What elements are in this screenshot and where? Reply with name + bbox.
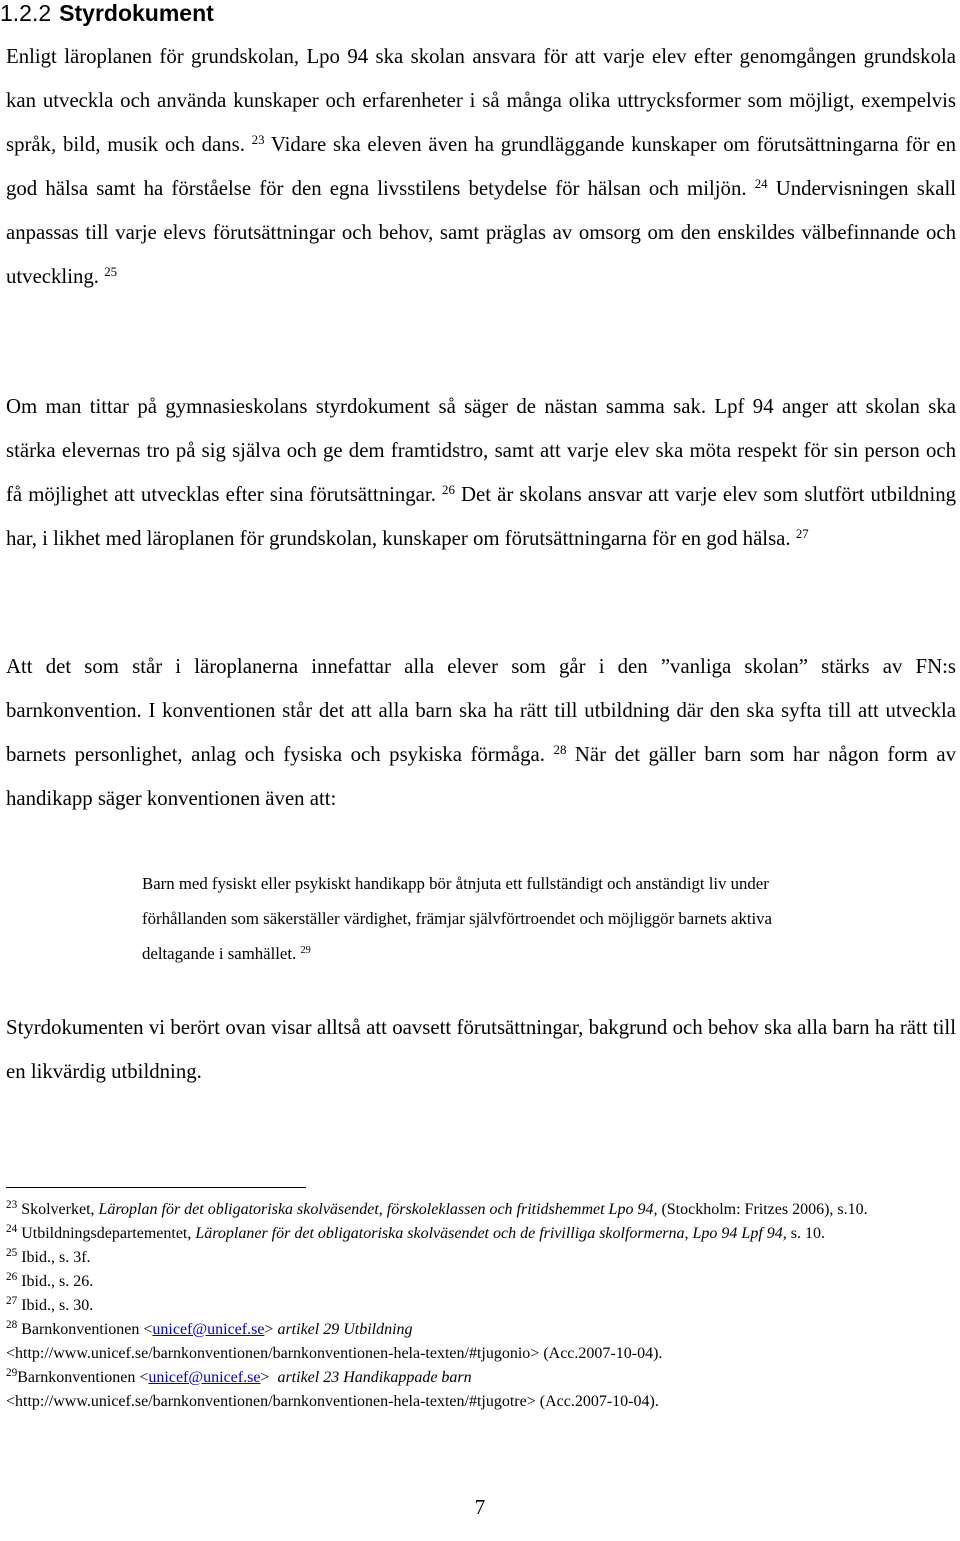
footnote-text: > <box>260 1369 278 1386</box>
footnote-text: Ibid., s. 30. <box>17 1297 94 1314</box>
footnote-29 <box>6 1366 946 1414</box>
footnote-ref-28[interactable]: 28 <box>553 742 567 757</box>
footnote-25 <box>6 1246 946 1270</box>
footnote-text: Ibid., s. 26. <box>17 1273 94 1290</box>
footnotes <box>6 1198 946 1414</box>
paragraph-text: Det är skolans ansvar att varje elev som slutfört utbildning har, i likhet med läroplanen för grundskolan, kunskaper om förutsättningarna för en god hälsa. <box>6 483 957 550</box>
footnote-number: 27 <box>6 1295 18 1308</box>
footnote-title: Läroplaner för det obligatoriska skolväsendet och de frivilliga skolformerna, Lpo 94 Lpf 94, <box>195 1225 787 1242</box>
footnote-ref-24[interactable]: 24 <box>754 176 768 191</box>
paragraph-text: Vidare ska eleven även ha grundläggande kunskaper om förutsättningarna för en god hälsa samt ha förståelse för den egna livsstilens betydelse för hälsan och miljön. <box>6 133 956 200</box>
paragraph-3 <box>6 645 956 821</box>
footnote-number: 26 <box>6 1271 18 1284</box>
footnote-27 <box>6 1294 946 1318</box>
footnote-text: Utbildningsdepartementet, <box>17 1225 196 1242</box>
paragraph-2 <box>6 385 956 561</box>
footnote-number: 25 <box>6 1247 18 1260</box>
footnote-title: artikel 29 Utbildning <box>277 1321 413 1338</box>
footnote-divider <box>6 1187 306 1188</box>
footnote-number: 28 <box>6 1319 18 1332</box>
footnote-23 <box>6 1198 946 1222</box>
email-link[interactable]: unicef@unicef.se <box>152 1321 265 1338</box>
paragraph-4: Styrdokumenten vi berört ovan visar alltså att oavsett förutsättningar, bakgrund och behov ska alla barn ha rätt till en likvärdig utbildning. <box>6 1016 956 1083</box>
footnote-ref-26[interactable]: 26 <box>442 482 455 497</box>
footnote-title: artikel 23 Handikappade barn <box>277 1369 472 1386</box>
footnote-text: Barnkonventionen < <box>17 1321 153 1338</box>
footnote-ref-25[interactable]: 25 <box>104 264 118 279</box>
page-number: 7 <box>474 1495 486 1519</box>
paragraph-text: Att det som står i läroplanerna innefattar alla elever som går i den ”vanliga skolan” stärks av FN:s barnkonvention. I konventionen står det att alla barn ska ha rätt till utbildning där den ska syfta till att utveckla barnets personlighet, anlag och fysiska och psykiska förmåga. <box>6 655 956 766</box>
footnote-text: > <box>264 1321 278 1338</box>
footnote-ref-29[interactable]: 29 <box>300 945 311 957</box>
footnote-text: (Stockholm: Fritzes 2006), s.10. <box>657 1201 868 1218</box>
footnote-title: Läroplan för det obligatoriska skolväsendet, förskoleklassen och fritidshemmet Lpo 94, <box>98 1201 658 1218</box>
footnote-26 <box>6 1270 946 1294</box>
footnote-number: 29 <box>6 1367 18 1380</box>
paragraph-text: Enligt läroplanen för grundskolan, Lpo 94 ska skolan ansvara för att varje elev efter genomgången grundskola kan utveckla och använda kunskaper och erfarenheter i så många olika uttrycksformer som möjligt, exempelvis språk, bild, musik och dans. <box>6 45 956 156</box>
footnote-number: 23 <box>6 1199 18 1212</box>
section-title: Styrdokument <box>59 0 214 26</box>
footnote-text: s. 10. <box>786 1225 825 1242</box>
footnote-24 <box>6 1222 946 1246</box>
footnote-text: Ibid., s. 3f. <box>17 1249 91 1266</box>
footnote-number: 24 <box>6 1223 18 1236</box>
paragraph-text: Om man tittar på gymnasieskolans styrdokument så säger de nästan samma sak. Lpf 94 anger att skolan ska stärka elevernas tro på sig själva och ge dem framtidstro, samt att varje elev ska möta respekt för sin person och få möjlighet att utvecklas efter sina förutsättningar. <box>6 395 956 506</box>
footnote-url: <http://www.unicef.se/barnkonventionen/barnkonventionen-hela-texten/#tjugonio> (Acc.2007-10-04). <box>6 1345 663 1362</box>
email-link[interactable]: unicef@unicef.se <box>148 1369 261 1386</box>
paragraph-1 <box>6 35 956 299</box>
footnote-28 <box>6 1318 946 1366</box>
section-heading <box>0 0 214 26</box>
footnote-ref-23[interactable]: 23 <box>251 132 265 147</box>
section-number: 1.2.2 <box>0 0 52 26</box>
paragraph-text: Undervisningen skall anpassas till varje elevs förutsättningar och behov, samt präglas av omsorg om den enskildes välbefinnande och utveckling. <box>6 177 957 288</box>
paragraph-text: När det gäller barn som har någon form av handikapp säger konventionen även att: <box>6 743 957 810</box>
footnote-url: <http://www.unicef.se/barnkonventionen/barnkonventionen-hela-texten/#tjugotre> (Acc.2007-10-04). <box>6 1393 659 1410</box>
footnote-text: Skolverket, <box>17 1201 99 1218</box>
footnote-ref-27[interactable]: 27 <box>795 526 809 541</box>
block-quote <box>142 866 782 971</box>
quote-text: Barn med fysiskt eller psykiskt handikapp bör åtnjuta ett fullständigt och anständigt liv under förhållanden som säkerställer värdighet, främjar självförtroendet och möjliggör barnets aktiva deltagande i samhället. <box>142 874 773 963</box>
footnote-text: Barnkonventionen < <box>17 1369 149 1386</box>
